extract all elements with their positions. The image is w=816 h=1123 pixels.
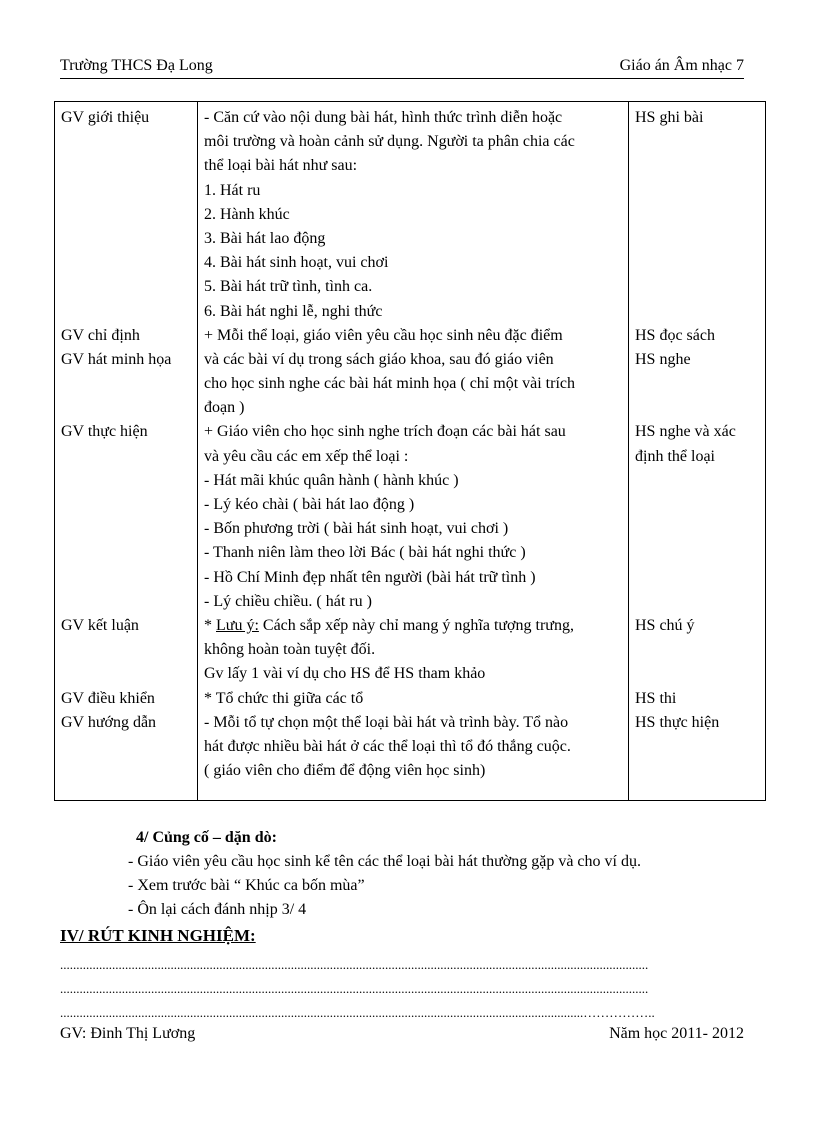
teacher-activity: GV hướng dẫn [61,713,157,731]
teacher-activity: GV hát minh họa [61,350,172,368]
page-header [60,56,744,79]
content-line: cho học sinh nghe các bài hát minh họa ( chỉ một vài trích [204,375,575,393]
teacher-name: GV: Đinh Thị Lương [60,1025,196,1042]
consolidation-item: - Ôn lại cách đánh nhịp 3/ 4 [128,901,307,918]
song-example: - Bốn phương trời ( bài hát sinh hoạt, vui chơi ) [204,520,509,538]
student-activity: HS nghe và xác [635,423,736,441]
lesson-table [54,101,766,801]
genre-list-item: 4. Bài hát sinh hoạt, vui chơi [204,254,389,272]
content-line: + Mỗi thể loại, giáo viên yêu cầu học sinh nêu đặc điểm [204,326,563,344]
content-line: - Mỗi tổ tự chọn một thể loại bài hát và trình bày. Tổ nào [204,713,569,731]
content-line: - Căn cứ vào nội dung bài hát, hình thức trình diễn hoặc [204,109,563,126]
content-cell [198,102,629,801]
student-activity: HS thực hiện [635,713,720,731]
content-line: đoạn ) [204,399,245,417]
song-example: - Hồ Chí Minh đẹp nhất tên người (bài hát trữ tình ) [204,568,536,586]
consolidation-item: - Xem trước bài “ Khúc ca bốn mùa” [128,877,365,894]
content-line: + Giáo viên cho học sinh nghe trích đoạn các bài hát sau [204,423,566,441]
student-activity: HS đọc sách [635,326,715,344]
genre-list-item: 1. Hát ru [204,181,261,199]
teacher-activity: GV kết luận [61,616,139,634]
content-line: và các bài ví dụ trong sách giáo khoa, sau đó giáo viên [204,350,554,368]
content-line: Gv lấy 1 vài ví dụ cho HS để HS tham khảo [204,665,486,683]
song-example: - Lý chiều chiều. ( hát ru ) [204,592,372,610]
subject-title: Giáo án Âm nhạc 7 [619,57,744,74]
genre-list-item: 2. Hành khúc [204,205,290,223]
genre-list-item: 6. Bài hát nghi lễ, nghi thức [204,302,383,320]
dotted-line: ..................................................................................................................................................................................... [60,981,649,996]
student-activity: HS chú ý [635,616,695,634]
content-line: hát được nhiều bài hát ở các thể loại thì tổ đó thắng cuộc. [204,737,571,755]
consolidation-item: - Giáo viên yêu cầu học sinh kể tên các thể loại bài hát thường gặp và cho ví dụ. [128,853,641,870]
teacher-activity-cell [55,102,198,801]
consolidation-section [128,826,768,922]
genre-list-item: 5. Bài hát trữ tình, tình ca. [204,278,373,296]
student-activity: HS thi [635,689,677,707]
song-example: - Thanh niên làm theo lời Bác ( bài hát nghi thức ) [204,544,526,562]
dotted-line: .................................................................................................................................................................…………….. [60,1005,655,1020]
experience-title: IV/ RÚT KINH NGHIỆM: [60,926,256,945]
dotted-line: ..................................................................................................................................................................................... [60,957,649,972]
content-line: thể loại bài hát như sau: [204,157,358,175]
school-year: Năm học 2011- 2012 [609,1025,744,1042]
content-line: * Tổ chức thi giữa các tổ [204,689,364,707]
student-activity-cell [629,102,766,801]
teacher-activity: GV điều khiển [61,689,155,707]
teacher-activity: GV giới thiệu [61,109,150,126]
content-line: ( giáo viên cho điểm để động viên học sinh) [204,762,486,780]
content-line: môi trường và hoàn cảnh sử dụng. Người ta phân chia các [204,133,575,151]
song-example: - Lý kéo chài ( bài hát lao động ) [204,496,415,513]
section-title: 4/ Củng cố – dặn dò: [136,829,277,846]
student-activity: định thể loại [635,447,715,465]
song-example: - Hát mãi khúc quân hành ( hành khúc ) [204,471,459,489]
teacher-activity: GV chỉ định [61,326,140,344]
content-line: và yêu cầu các em xếp thể loại : [204,447,409,465]
teacher-activity: GV thực hiện [61,423,148,441]
student-activity: HS ghi bài [635,109,704,126]
note-label: Lưu ý: [216,616,259,634]
note-line: * Lưu ý: Cách sắp xếp này chỉ mang ý nghĩa tượng trưng, [204,616,574,634]
school-name: Trường THCS Đạ Long [60,57,213,74]
student-activity: HS nghe [635,350,691,368]
genre-list-item: 3. Bài hát lao động [204,229,326,247]
content-line: không hoàn toàn tuyệt đối. [204,641,376,659]
